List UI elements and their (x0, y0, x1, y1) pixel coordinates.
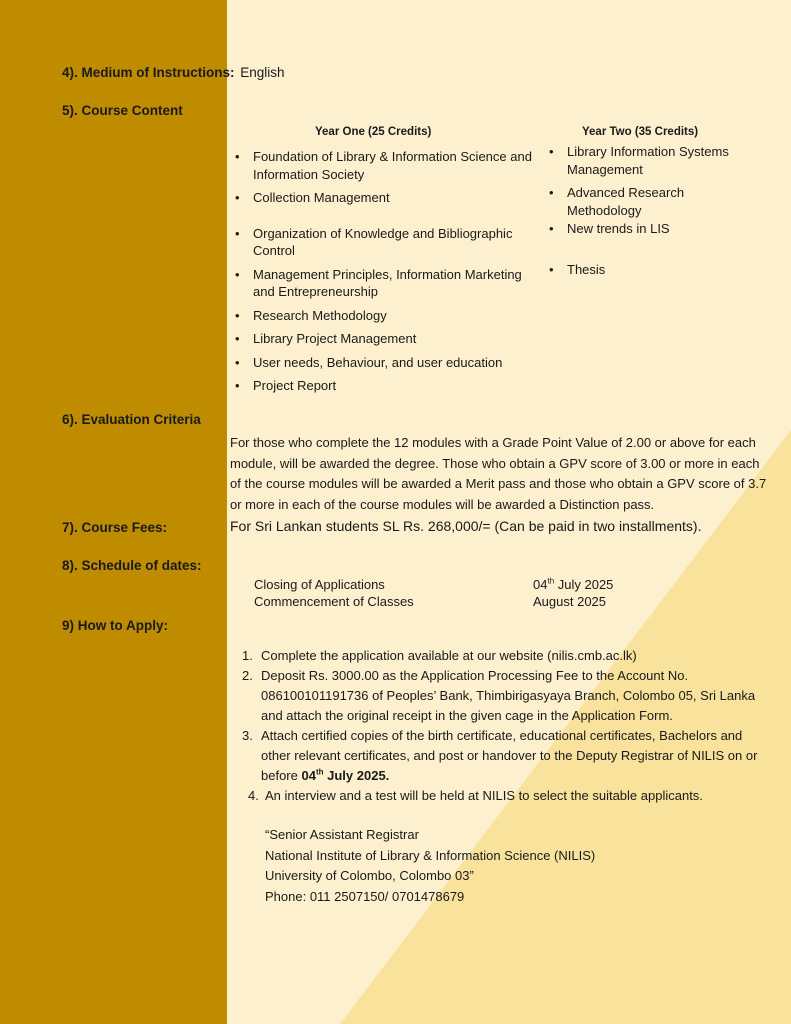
list-item: • Project Report (231, 377, 541, 395)
year-one-title: Year One (25 Credits) (315, 126, 432, 138)
medium-of-instructions-value: English (240, 65, 285, 80)
how-to-apply-heading: 9) How to Apply: (62, 618, 168, 633)
schedule-heading: 8). Schedule of dates: (62, 558, 202, 573)
list-item: • Research Methodology (231, 307, 541, 325)
schedule-commencement-label: Commencement of Classes (254, 594, 414, 609)
apply-step: 3. Attach certified copies of the birth certificate, educational certificates, Bachelors and other relevant certificates, and post or handover to the Deputy Registrar of NILIS on or before 04th July 2025. (242, 728, 758, 783)
list-item: • Foundation of Library & Information Science and Information Society (231, 148, 541, 183)
address-line: National Institute of Library & Information Science (NILIS) (265, 847, 596, 863)
apply-step: 1. Complete the application available at our website (nilis.cmb.ac.lk) (242, 648, 637, 663)
schedule-closing-label: Closing of Applications (254, 577, 385, 592)
apply-steps (232, 646, 770, 806)
list-item: • New trends in LIS (545, 220, 760, 238)
address-line: “Senior Assistant Registrar (265, 827, 419, 842)
course-fees-text: For Sri Lankan students SL Rs. 268,000/= (Can be paid in two installments). (230, 518, 702, 534)
address-line: University of Colombo, Colombo 03” (265, 868, 474, 883)
list-item: • Collection Management (231, 189, 541, 207)
year-one-list (231, 148, 541, 395)
list-item: • Management Principles, Information Marketing and Entrepreneurship (231, 266, 541, 301)
contact-phone: Phone: 011 2507150/ 0701478679 (265, 888, 465, 904)
contact-address (265, 825, 595, 907)
list-item: • Library Information Systems Management (545, 143, 760, 178)
medium-of-instructions-label: 4). Medium of Instructions: English (62, 65, 285, 80)
list-item: • Organization of Knowledge and Bibliographic Control (231, 225, 541, 260)
apply-step: 4. An interview and a test will be held at NILIS to select the suitable applicants. (248, 788, 703, 803)
schedule-closing-date: 04th July 2025 (533, 576, 614, 592)
evaluation-criteria-heading: 6). Evaluation Criteria (62, 412, 201, 427)
list-item: • Advanced Research Methodology (545, 184, 760, 219)
evaluation-criteria-text: For those who complete the 12 modules with a Grade Point Value of 2.00 or above for each module, will be awarded the degree. Those who obtain a GPV score of 3.00 or more in each of the course modules will be awarded a Merit pass and those who obtain a GPV score of 3.7 or more in each of the course modules will be awarded a Distinction pass. (230, 435, 767, 512)
apply-step: 2. Deposit Rs. 3000.00 as the Application Processing Fee to the Account No. 086100101191736 of Peoples’ Bank, Thimbirigasyaya Branch, Colombo 05, Sri Lanka and attach the original receipt in the given cage in the Application Form. (242, 668, 756, 723)
schedule-commencement-date: August 2025 (533, 594, 607, 609)
year-two-list (545, 143, 760, 278)
list-item: • User needs, Behaviour, and user education (231, 354, 541, 372)
list-item: • Thesis (545, 261, 760, 279)
course-fees-heading: 7). Course Fees: (62, 520, 168, 535)
list-item: • Library Project Management (231, 330, 541, 348)
course-content-heading: 5). Course Content (62, 103, 183, 118)
year-two-title: Year Two (35 Credits) (582, 126, 699, 138)
